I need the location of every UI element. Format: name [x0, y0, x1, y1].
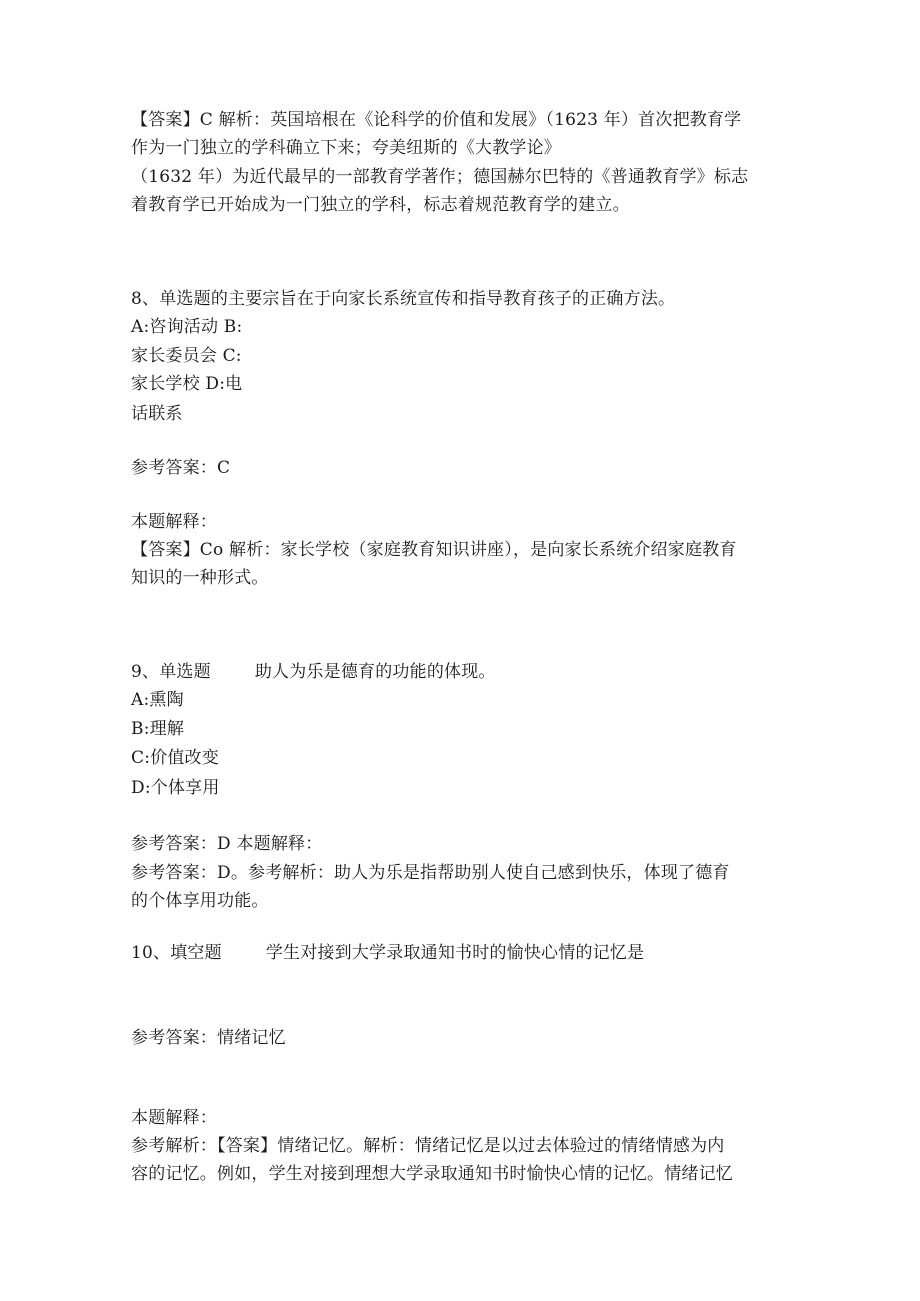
q10-explanation-line-1: 参考解析：【答案】情绪记忆。解析：情绪记忆是以过去体验过的情绪情感为内	[131, 1136, 725, 1156]
q9-option-d: D:个体享用	[131, 778, 220, 798]
q8-explanation-line-1: 【答案】Co 解析：家长学校（家庭教育知识讲座），是向家长系统介绍家庭教育	[131, 540, 737, 560]
q8-options-line-4: 话联系	[131, 404, 183, 424]
q7-explanation-line-3: （1632 年）为近代最早的一部教育学著作；德国赫尔巴特的《普通教育学》标志	[131, 167, 749, 187]
q8-options-line-1: A:咨询活动 B:	[131, 317, 243, 337]
q8-explanation-title: 本题解释：	[131, 512, 217, 532]
q9-option-a: A:熏陶	[131, 690, 184, 710]
q9-explanation-line-2: 的个体享用功能。	[131, 891, 269, 911]
q10-type: 10、填空题	[131, 943, 222, 963]
q10-stem-row	[131, 942, 644, 964]
q8-answer: 参考答案：C	[131, 458, 231, 478]
q8-options-line-3: 家长学校 D:电	[131, 374, 243, 394]
q9-option-c: C:价值改变	[131, 748, 219, 768]
q7-explanation-line-4: 着教育学已开始成为一门独立的学科，标志着规范教育学的建立。	[131, 195, 630, 215]
q8-stem: 8、单选题的主要宗旨在于向家长系统宣传和指导教育孩子的正确方法。	[131, 289, 676, 309]
q9-answer: 参考答案：D 本题解释：	[131, 834, 323, 854]
q10-stem: 学生对接到大学录取通知书时的愉快心情的记忆是	[265, 943, 645, 963]
q10-explanation-title: 本题解释：	[131, 1108, 217, 1128]
q9-stem: 助人为乐是德育的功能的体现。	[254, 662, 496, 682]
q9-stem-row	[131, 661, 496, 683]
q9-option-b: B:理解	[131, 719, 185, 739]
q9-type: 9、单选题	[131, 662, 211, 682]
q9-explanation-line-1: 参考答案：D。参考解析：助人为乐是指帮助别人使自己感到快乐，体现了德育	[131, 863, 730, 883]
q8-explanation-line-2: 知识的一种形式。	[131, 568, 269, 588]
q7-explanation-line-2: 作为一门独立的学科确立下来；夸美纽斯的《大教学论》	[131, 138, 561, 158]
q8-options-line-2: 家长委员会 C:	[131, 346, 242, 366]
q7-explanation-line-1: 【答案】C 解析：英国培根在《论科学的价值和发展》（1623 年）首次把教育学	[131, 110, 742, 130]
q10-answer: 参考答案：情绪记忆	[131, 1028, 286, 1048]
q10-explanation-line-2: 容的记忆。例如，学生对接到理想大学录取通知书时愉快心情的记忆。情绪记忆	[131, 1164, 733, 1184]
